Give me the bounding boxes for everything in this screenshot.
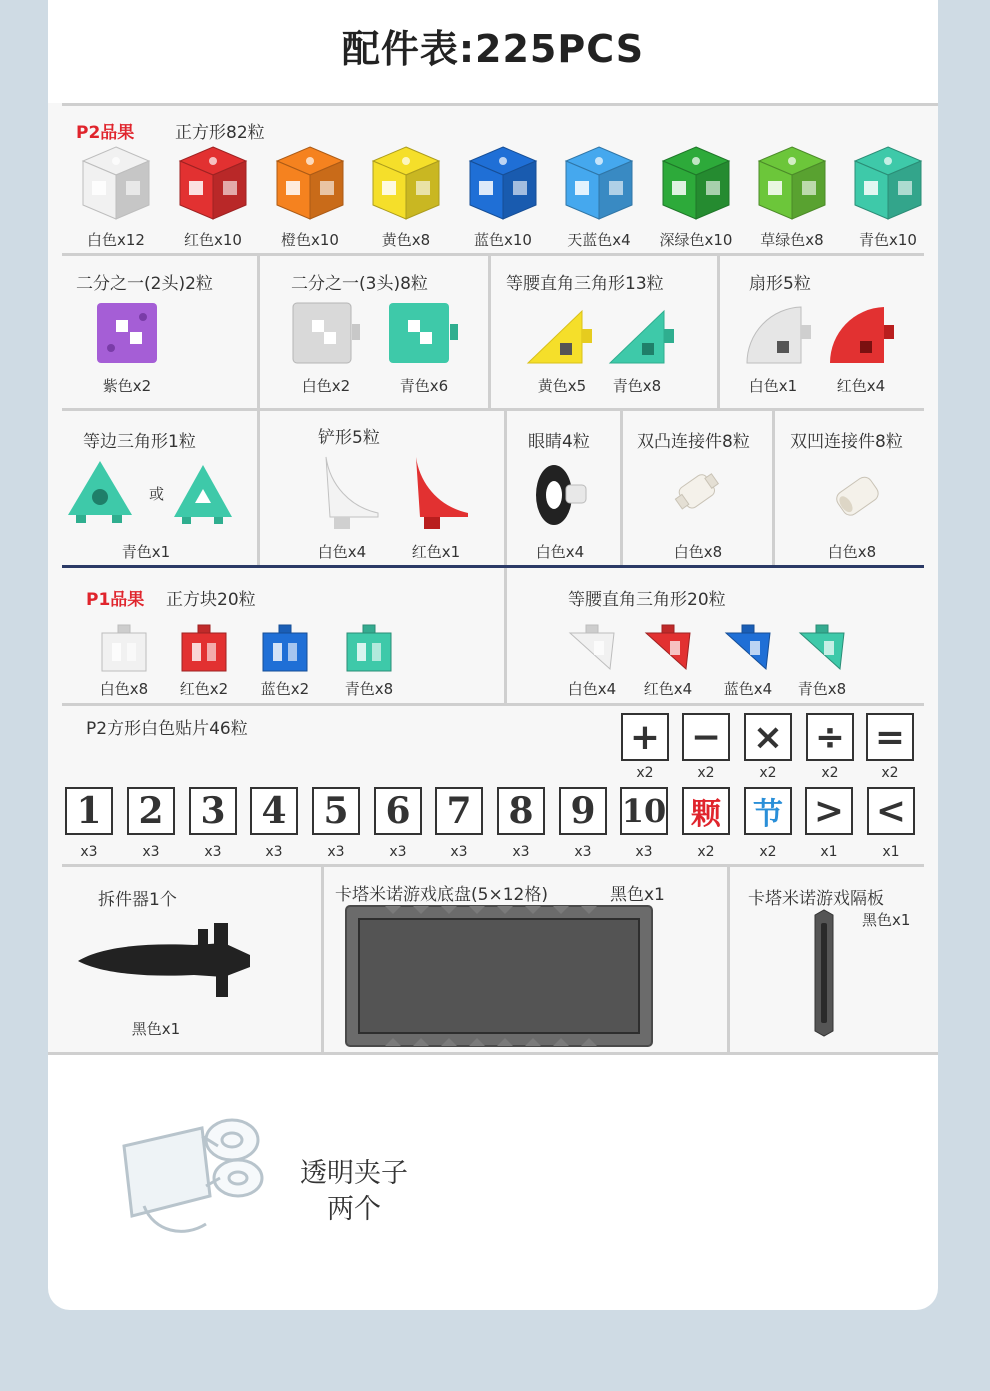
or-text: 或 bbox=[149, 485, 165, 503]
operator-sticker: + bbox=[621, 713, 669, 761]
eye-label: 白色x4 bbox=[535, 543, 585, 561]
p2-square-title: 正方形82粒 bbox=[175, 123, 265, 143]
p1-block-title: 正方块20粒 bbox=[166, 590, 256, 610]
p1-triangle-label: 白色x4 bbox=[567, 680, 617, 698]
p2-cube-label: 黄色x8 bbox=[381, 231, 431, 249]
purple-half-piece bbox=[96, 302, 158, 364]
number-sticker: 8 bbox=[497, 787, 545, 835]
p2-cube bbox=[178, 145, 248, 221]
divider-line bbox=[257, 411, 260, 565]
number-sticker-count: x3 bbox=[142, 844, 160, 860]
number-sticker: 9 bbox=[559, 787, 607, 835]
white-shovel-piece bbox=[320, 455, 382, 533]
p2-cube bbox=[853, 145, 923, 221]
number-sticker: > bbox=[805, 787, 853, 835]
p2-cube bbox=[661, 145, 731, 221]
parts-list-card bbox=[48, 0, 938, 1310]
concave-label: 白色x8 bbox=[827, 543, 877, 561]
p1-block-label: 青色x8 bbox=[344, 680, 394, 698]
divider-line bbox=[48, 1052, 938, 1055]
game-board bbox=[345, 905, 653, 1047]
p1-triangle-label: 红色x4 bbox=[643, 680, 693, 698]
operator-sticker: × bbox=[744, 713, 792, 761]
p1-triangle-label: 青色x8 bbox=[797, 680, 847, 698]
teal-equi-triangle-a bbox=[66, 459, 134, 525]
number-sticker-count: x3 bbox=[450, 844, 468, 860]
p2-cube bbox=[757, 145, 827, 221]
p1-triangle bbox=[796, 623, 848, 673]
number-sticker: 节 bbox=[744, 787, 792, 835]
number-sticker-count: x3 bbox=[635, 844, 653, 860]
fan-red-label: 红色x4 bbox=[836, 377, 886, 395]
number-sticker-count: x3 bbox=[327, 844, 345, 860]
red-fan-piece bbox=[828, 305, 896, 365]
divider-line bbox=[772, 411, 775, 565]
transparent-clip bbox=[114, 1106, 274, 1246]
number-sticker-count: x3 bbox=[389, 844, 407, 860]
equi-label: 青色x1 bbox=[121, 543, 171, 561]
divider-line bbox=[321, 867, 324, 1055]
white-fan-piece bbox=[745, 305, 813, 365]
operator-sticker-count: x2 bbox=[821, 765, 839, 781]
p2-brand-label: P2品果 bbox=[76, 123, 135, 143]
divider-title: 卡塔米诺游戏隔板 bbox=[748, 889, 884, 909]
operator-sticker-count: x2 bbox=[881, 765, 899, 781]
half3-teal-label: 青色x6 bbox=[399, 377, 449, 395]
board-label: 黑色x1 bbox=[610, 885, 665, 905]
p2-cube-label: 橙色x10 bbox=[281, 231, 339, 249]
sticker-title: P2方形白色贴片46粒 bbox=[86, 719, 248, 739]
number-sticker: 10 bbox=[620, 787, 668, 835]
operator-sticker-count: x2 bbox=[636, 765, 654, 781]
clip-caption-line1: 透明夹子 bbox=[300, 1158, 408, 1189]
isos-teal-label: 青色x8 bbox=[612, 377, 662, 395]
p1-triangle bbox=[566, 623, 618, 673]
p2-cube bbox=[275, 145, 345, 221]
number-sticker-count: x1 bbox=[882, 844, 900, 860]
convex-connector bbox=[672, 467, 724, 519]
half2-label: 紫色x2 bbox=[102, 377, 152, 395]
number-sticker: 颗 bbox=[682, 787, 730, 835]
p1-block-label: 白色x8 bbox=[99, 680, 149, 698]
number-sticker-count: x3 bbox=[204, 844, 222, 860]
teal-equi-triangle-b bbox=[172, 463, 234, 525]
p1-brand-label: P1品果 bbox=[86, 590, 145, 610]
operator-sticker: = bbox=[866, 713, 914, 761]
operator-sticker-count: x2 bbox=[697, 765, 715, 781]
number-sticker-count: x3 bbox=[80, 844, 98, 860]
p1-block bbox=[178, 623, 230, 673]
number-sticker: 1 bbox=[65, 787, 113, 835]
p1-block-label: 红色x2 bbox=[179, 680, 229, 698]
remover-label: 黑色x1 bbox=[131, 1020, 181, 1038]
half2-title: 二分之一(2头)2粒 bbox=[76, 274, 213, 294]
p2-cube bbox=[371, 145, 441, 221]
p1-tri-title: 等腰直角三角形20粒 bbox=[568, 590, 726, 610]
eye-piece bbox=[532, 463, 590, 527]
board-title: 卡塔米诺游戏底盘(5×12格) bbox=[335, 885, 548, 905]
convex-title: 双凸连接件8粒 bbox=[637, 432, 750, 452]
isos-title: 等腰直角三角形13粒 bbox=[506, 274, 664, 294]
yellow-isos-triangle bbox=[526, 309, 596, 365]
divider-line bbox=[504, 568, 507, 703]
p1-block-label: 蓝色x2 bbox=[260, 680, 310, 698]
convex-label: 白色x8 bbox=[673, 543, 723, 561]
p1-triangle-label: 蓝色x4 bbox=[723, 680, 773, 698]
p2-cube-label: 深绿色x10 bbox=[659, 231, 733, 249]
fan-title: 扇形5粒 bbox=[749, 274, 811, 294]
number-sticker-count: x3 bbox=[512, 844, 530, 860]
game-divider bbox=[811, 909, 837, 1037]
p1-block bbox=[98, 623, 150, 673]
concave-title: 双凹连接件8粒 bbox=[790, 432, 903, 452]
red-shovel-piece bbox=[410, 455, 472, 533]
divider-line bbox=[62, 864, 924, 867]
operator-sticker: ÷ bbox=[806, 713, 854, 761]
divider-line bbox=[62, 565, 924, 568]
number-sticker: 4 bbox=[250, 787, 298, 835]
p2-cube-label: 白色x12 bbox=[87, 231, 145, 249]
divider-line bbox=[62, 103, 938, 106]
teal-isos-triangle bbox=[608, 309, 678, 365]
p2-cube-label: 天蓝色x4 bbox=[567, 231, 631, 249]
half3-white-label: 白色x2 bbox=[301, 377, 351, 395]
white-half3-piece bbox=[292, 302, 362, 364]
divider-label: 黑色x1 bbox=[862, 911, 911, 929]
shovel-title: 铲形5粒 bbox=[318, 428, 380, 448]
shovel-white-label: 白色x4 bbox=[317, 543, 367, 561]
divider-line bbox=[257, 256, 260, 408]
divider-line bbox=[620, 411, 623, 565]
operator-sticker: − bbox=[682, 713, 730, 761]
operator-sticker-count: x2 bbox=[759, 765, 777, 781]
number-sticker-count: x1 bbox=[820, 844, 838, 860]
p2-cube-label: 青色x10 bbox=[859, 231, 917, 249]
teal-half3-piece bbox=[388, 302, 460, 364]
p1-block bbox=[343, 623, 395, 673]
half3-title: 二分之一(3头)8粒 bbox=[291, 274, 428, 294]
divider-line bbox=[488, 256, 491, 408]
fan-white-label: 白色x1 bbox=[748, 377, 798, 395]
page-title: 配件表:225PCS bbox=[341, 27, 645, 71]
number-sticker-count: x3 bbox=[265, 844, 283, 860]
p2-cube bbox=[81, 145, 151, 221]
divider-line bbox=[717, 256, 720, 408]
remover-tool bbox=[74, 915, 258, 1003]
clip-caption-line2: 两个 bbox=[327, 1194, 381, 1225]
number-sticker: 3 bbox=[189, 787, 237, 835]
p2-cube-label: 红色x10 bbox=[184, 231, 242, 249]
parts-panel bbox=[48, 103, 938, 1055]
p2-cube bbox=[564, 145, 634, 221]
p2-cube-label: 蓝色x10 bbox=[474, 231, 532, 249]
number-sticker: 5 bbox=[312, 787, 360, 835]
divider-line bbox=[62, 253, 924, 256]
concave-connector bbox=[832, 471, 884, 523]
number-sticker: 6 bbox=[374, 787, 422, 835]
isos-yellow-label: 黄色x5 bbox=[537, 377, 587, 395]
p2-cube-label: 草绿色x8 bbox=[760, 231, 824, 249]
p1-block bbox=[259, 623, 311, 673]
equi-title: 等边三角形1粒 bbox=[83, 432, 196, 452]
number-sticker: 7 bbox=[435, 787, 483, 835]
number-sticker: < bbox=[867, 787, 915, 835]
number-sticker-count: x2 bbox=[759, 844, 777, 860]
divider-line bbox=[504, 411, 507, 565]
p1-triangle bbox=[722, 623, 774, 673]
p2-cube bbox=[468, 145, 538, 221]
shovel-red-label: 红色x1 bbox=[411, 543, 461, 561]
remover-title: 拆件器1个 bbox=[98, 890, 177, 910]
divider-line bbox=[62, 703, 924, 706]
number-sticker-count: x3 bbox=[574, 844, 592, 860]
p1-triangle bbox=[642, 623, 694, 673]
divider-line bbox=[62, 408, 924, 411]
number-sticker-count: x2 bbox=[697, 844, 715, 860]
eye-title: 眼睛4粒 bbox=[528, 432, 590, 452]
divider-line bbox=[727, 867, 730, 1055]
number-sticker: 2 bbox=[127, 787, 175, 835]
clip-caption bbox=[288, 1156, 420, 1228]
